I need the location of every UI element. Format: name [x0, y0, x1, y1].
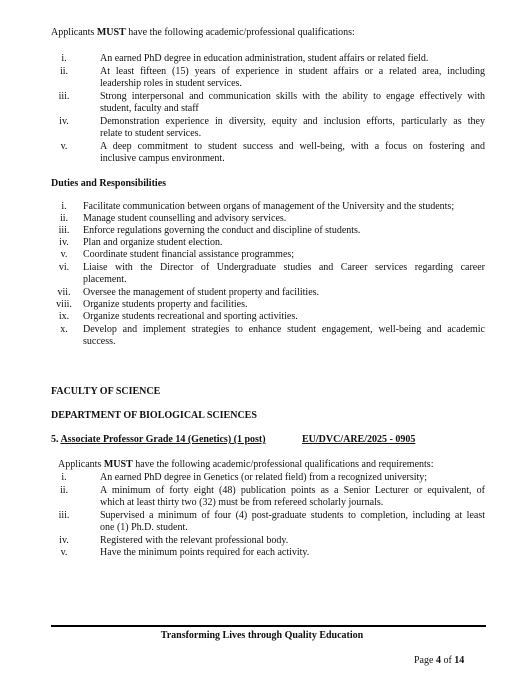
- list-item-text: Liaise with the Director of Undergraduate studies and Career services regarding career: [83, 262, 485, 273]
- list-item-text: A minimum of forty eight (48) publication points as a Senior Lecturer or equivalent, of: [100, 485, 485, 496]
- list-number: iv.: [59, 237, 69, 248]
- list-item-text: which at least thirty two (32) must be from refereed scholarly journals.: [100, 497, 384, 508]
- list-item-text: relate to student services.: [100, 128, 202, 139]
- list-number: ii.: [59, 485, 69, 496]
- list-item-text: Demonstration experience in diversity, equity and inclusion efforts, particularly as they: [100, 116, 485, 127]
- list-item-text: Plan and organize student election.: [83, 237, 223, 248]
- list-number: iii.: [58, 510, 70, 521]
- list-item-text: An earned PhD degree in education administration, student affairs or related field.: [100, 53, 429, 64]
- list-item-text: Have the minimum points required for each activity.: [100, 547, 310, 558]
- list-item-text: Coordinate student financial assistance programmes;: [83, 249, 295, 260]
- department-heading: DEPARTMENT OF BIOLOGICAL SCIENCES: [51, 410, 257, 421]
- position-name: Associate Professor Grade 14 (Genetics) (1 post): [60, 434, 266, 445]
- list-item-text: Facilitate communication between organs of management of the University and the students;: [83, 201, 455, 212]
- list-item-text: Manage student counselling and advisory services.: [83, 213, 287, 224]
- list-number: iv.: [59, 535, 69, 546]
- list-number: v.: [60, 249, 68, 260]
- duties-heading: Duties and Responsibilities: [51, 178, 167, 189]
- list-number: iii.: [58, 225, 70, 236]
- footer-motto: Transforming Lives through Quality Education: [160, 630, 364, 641]
- list-item-text: Develop and implement strategies to enhance student engagement, well-being and academic: [83, 324, 485, 335]
- position-reference: EU/DVC/ARE/2025 - 0905: [302, 434, 416, 445]
- must-emphasis: MUST: [96, 27, 126, 38]
- list-item-text: Organize students property and facilities.: [83, 299, 248, 310]
- list-number: i.: [61, 201, 67, 212]
- list-number: v.: [60, 141, 68, 152]
- list-item-text: student, faculty and staff: [100, 103, 199, 114]
- list-number: iv.: [59, 116, 69, 127]
- footer-divider: [51, 625, 486, 627]
- list-item-text: Strong interpersonal and communication skills with the ability to engage effectively with: [100, 91, 485, 102]
- list-item-text: Registered with the relevant professional body.: [100, 535, 289, 546]
- list-item-text: Oversee the management of student property and facilities.: [83, 287, 320, 298]
- list-number: v.: [60, 547, 68, 558]
- list-item-text: An earned PhD degree in Genetics (or related field) from a recognized university;: [100, 472, 428, 483]
- list-item-text: Organize students recreational and sporting activities.: [83, 311, 298, 322]
- faculty-heading: FACULTY OF SCIENCE: [51, 386, 161, 397]
- list-item-text: A deep commitment to student success and well-being, with a focus on fostering and: [100, 141, 485, 152]
- list-number: i.: [61, 472, 67, 483]
- list-number: i.: [61, 53, 67, 64]
- list-number: ii.: [59, 213, 69, 224]
- requirements-intro: Applicants MUST have the following academic/professional qualifications and requirements:: [58, 459, 434, 470]
- list-item-text: leadership roles in student services.: [100, 78, 242, 89]
- position-title: 5. Associate Professor Grade 14 (Genetics) (1 post): [51, 434, 266, 445]
- list-number: vi.: [58, 262, 70, 273]
- list-number: viii.: [56, 299, 72, 310]
- list-number: ii.: [59, 66, 69, 77]
- page-number: Page 4 of 14: [414, 655, 465, 666]
- list-item-text: Supervised a minimum of four (4) post-graduate students to completion, including at least: [100, 510, 485, 521]
- list-number: vii.: [57, 287, 71, 298]
- list-number: iii.: [58, 91, 70, 102]
- list-item-text: inclusive campus environment.: [100, 153, 225, 164]
- qualifications-intro: Applicants MUST have the following academic/professional qualifications:: [51, 27, 355, 38]
- must-emphasis: MUST: [103, 459, 133, 470]
- list-item-text: Enforce regulations governing the conduct and discipline of students.: [83, 225, 361, 236]
- list-item-text: placement.: [83, 274, 127, 285]
- list-number: ix.: [58, 311, 70, 322]
- list-item-text: success.: [83, 336, 116, 347]
- list-item-text: one (1) Ph.D. student.: [100, 522, 188, 533]
- list-number: x.: [60, 324, 68, 335]
- list-item-text: At least fifteen (15) years of experience in student affairs or a related area, including: [100, 66, 485, 77]
